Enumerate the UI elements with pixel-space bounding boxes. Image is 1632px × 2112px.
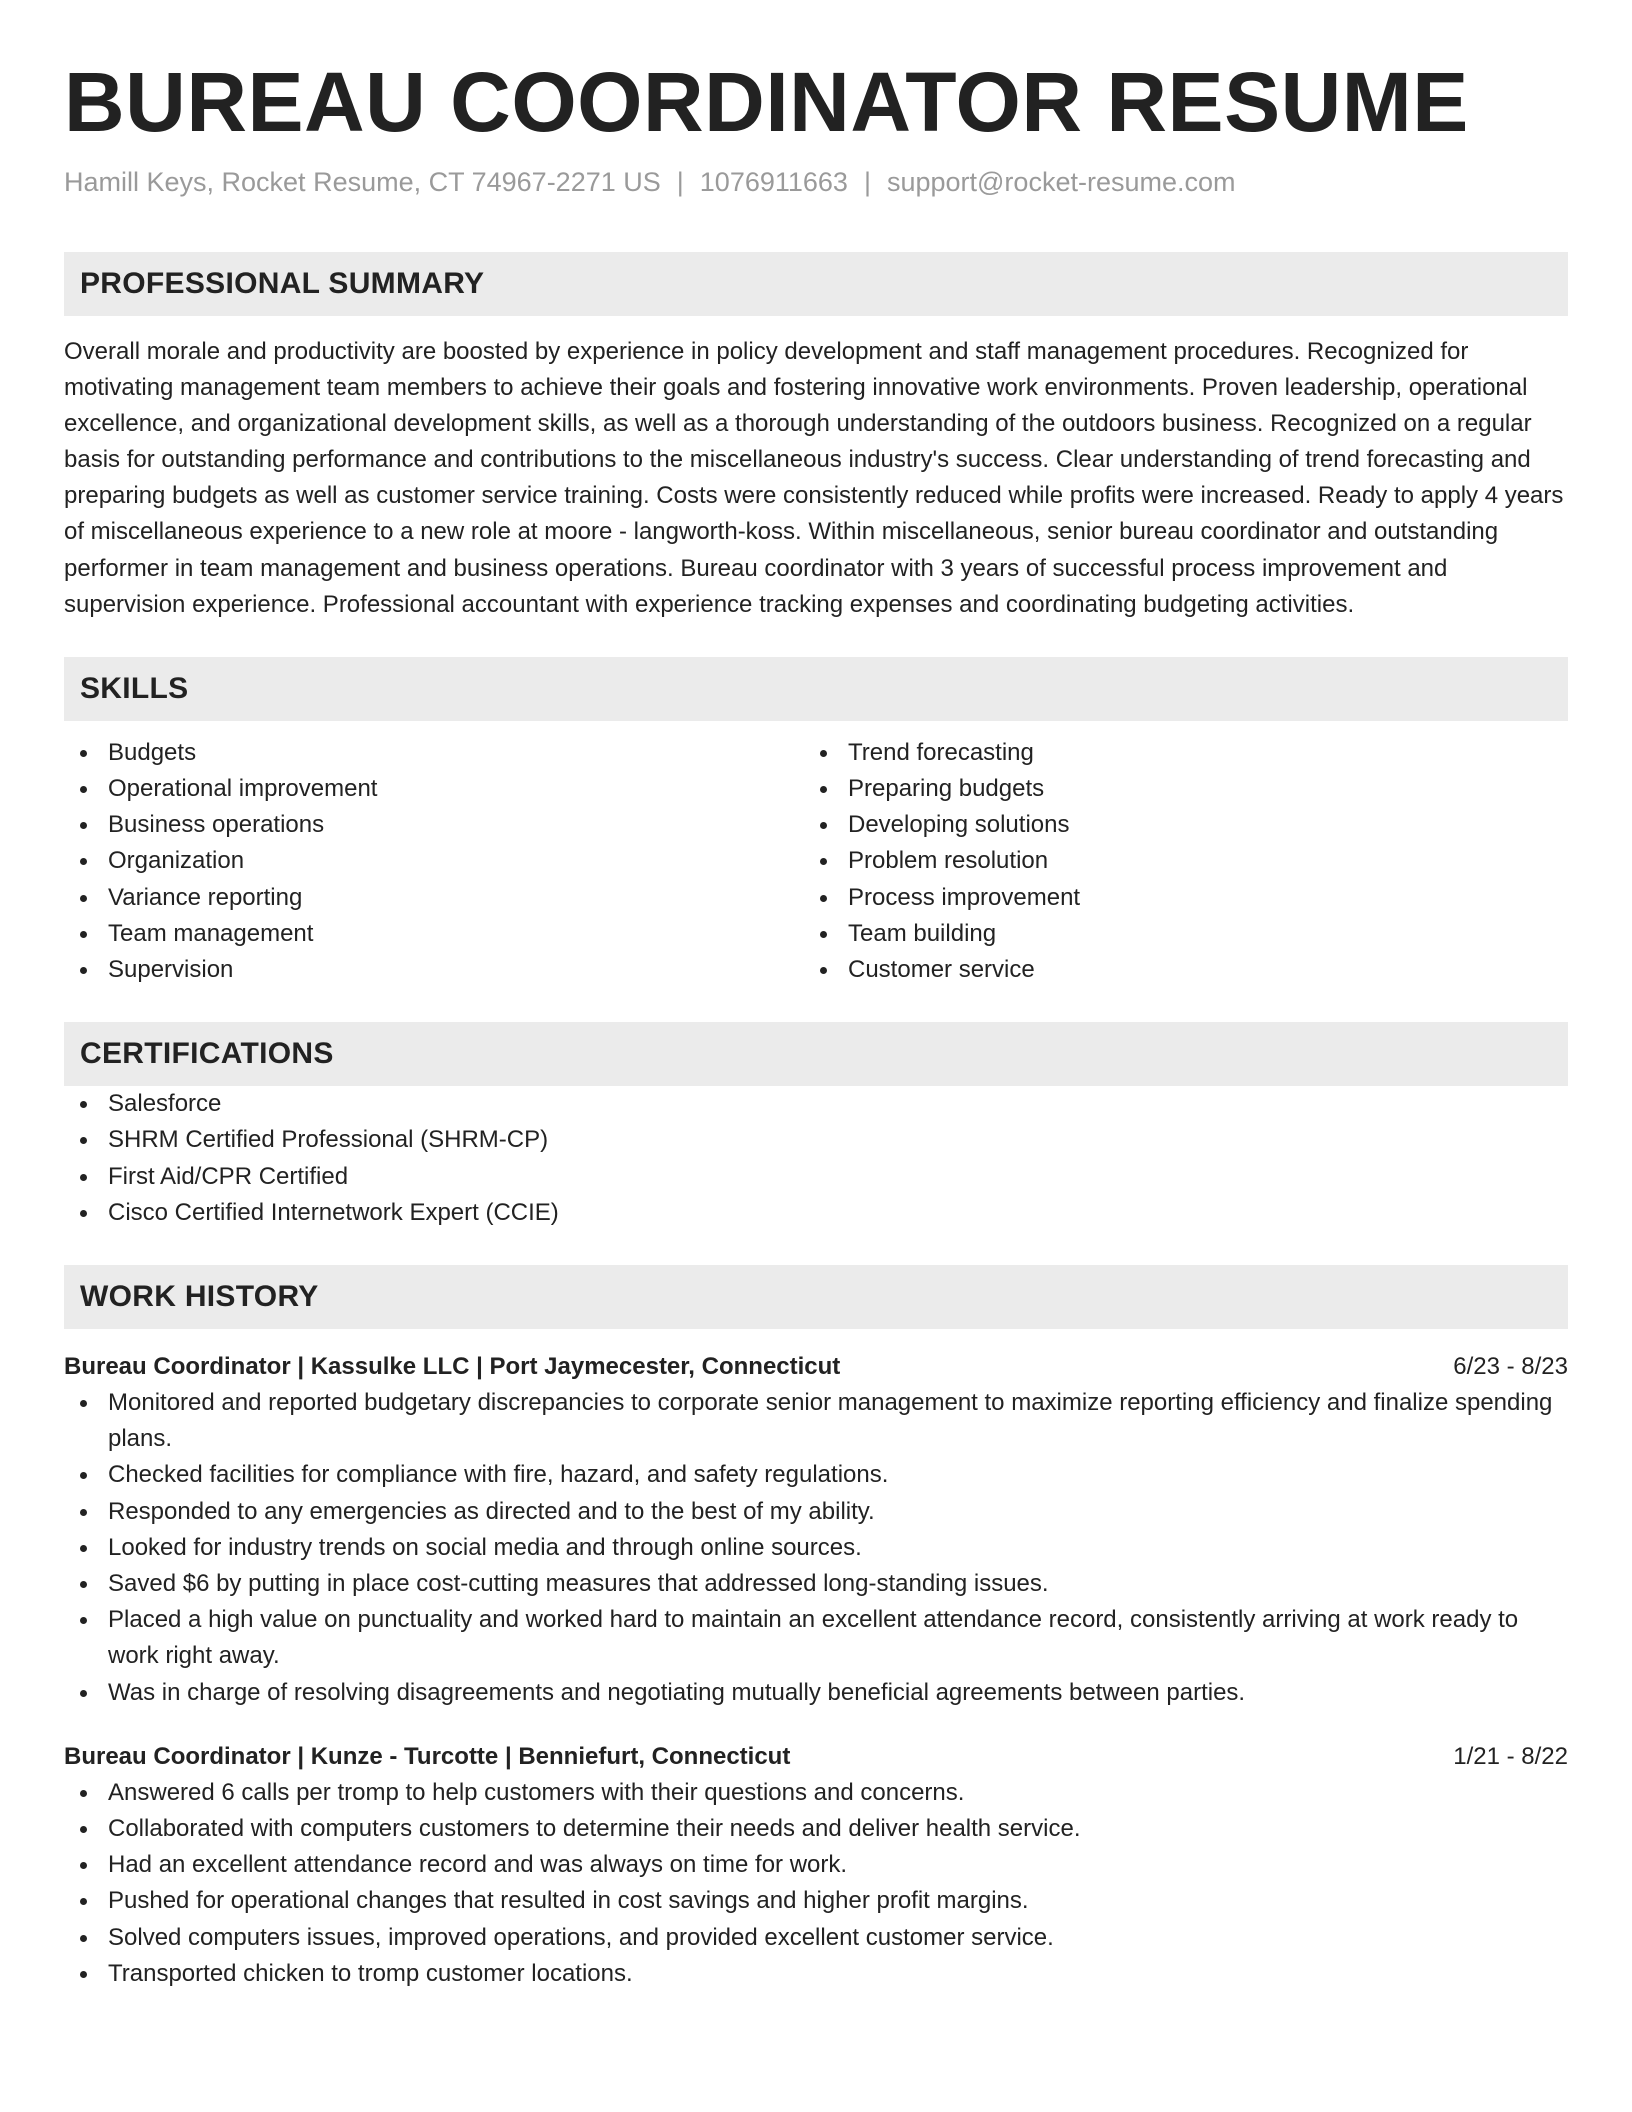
job-title: Bureau Coordinator | Kassulke LLC | Port Jaymecester, Connecticut <box>64 1352 841 1380</box>
section-title-summary: PROFESSIONAL SUMMARY <box>80 267 485 300</box>
job-bullet-text: Responded to any emergencies as directed and to the best of my ability. <box>108 1497 875 1525</box>
job-title: Bureau Coordinator | Kunze - Turcotte | Benniefurt, Connecticut <box>64 1742 791 1770</box>
skill-item <box>64 916 804 952</box>
bullet-dot <box>820 931 827 938</box>
bullet-dot <box>820 822 827 829</box>
section-header-summary <box>64 252 1568 316</box>
bullet-dot <box>80 931 87 938</box>
skill-label: Organization <box>108 847 245 875</box>
job-bullet-text: Monitored and reported budgetary discrepancies to corporate senior management to maximize reporting efficiency and finalize spending plans. <box>108 1388 1553 1453</box>
bullet-dot <box>80 1826 87 1833</box>
skill-item <box>64 771 804 807</box>
bullet-dot <box>820 786 827 793</box>
skill-label: Variance reporting <box>108 883 303 911</box>
skill-label: Developing solutions <box>848 811 1070 839</box>
skills-list-right <box>804 735 1544 988</box>
skill-item <box>804 807 1544 843</box>
section-header-skills <box>64 657 1568 721</box>
contact-separator: | <box>863 167 871 197</box>
contact-address: Hamill Keys, Rocket Resume, CT 74967-2271 US <box>64 167 661 197</box>
certification-label: First Aid/CPR Certified <box>108 1162 349 1190</box>
skill-label: Preparing budgets <box>848 774 1045 802</box>
job-bullet-text: Transported chicken to tromp customer locations. <box>108 1959 633 1987</box>
job-bullet <box>64 1847 1568 1883</box>
certification-label: SHRM Certified Professional (SHRM-CP) <box>108 1126 549 1154</box>
job-bullet <box>64 1457 1568 1493</box>
resume-title: BUREAU COORDINATOR RESUME <box>64 55 1469 149</box>
bullet-dot <box>820 858 827 865</box>
bullet-dot <box>80 1971 87 1978</box>
job-bullet-text: Collaborated with computers customers to determine their needs and deliver health service. <box>108 1815 1081 1843</box>
bullet-dot <box>80 1137 87 1144</box>
summary-text: Overall morale and productivity are boosted by experience in policy development and staff management procedures. Recognized for motivating management team members to achieve their goals and fostering innovative work environments. Proven leadership, operational excellence, and organizational development skills, as well as a thorough understanding of the outdoors business. Recognized on a regular basis for outstanding performance and contributions to the miscellaneous industry's success. Clear understanding of trend forecasting and preparing budgets as well as customer service training. Costs were consistently reduced while profits were increased. Ready to apply 4 years of miscellaneous experience to a new role at moore - langworth-koss. Within miscellaneous, senior bureau coordinator and outstanding performer in team management and business operations. Bureau coordinator with 3 years of successful process improvement and supervision experience. Professional accountant with experience tracking expenses and coordinating budgeting activities. <box>64 338 1564 618</box>
certification-item <box>64 1122 1568 1158</box>
bullet-dot <box>80 1898 87 1905</box>
section-title-skills: SKILLS <box>80 671 189 705</box>
job-header <box>64 1739 1568 1775</box>
job-bullet-text: Pushed for operational changes that resulted in cost savings and higher profit margins. <box>108 1887 1029 1915</box>
job-bullet <box>64 1775 1568 1811</box>
contact-phone: 1076911663 <box>699 167 848 197</box>
job-entry <box>64 1349 1568 1711</box>
skill-item <box>804 771 1544 807</box>
job-bullet <box>64 1920 1568 1956</box>
skill-label: Team management <box>108 919 314 947</box>
certification-label: Cisco Certified Internetwork Expert (CCIE) <box>108 1198 559 1226</box>
bullet-dot <box>80 1690 87 1697</box>
skill-item <box>64 843 804 879</box>
skill-label: Trend forecasting <box>848 738 1034 766</box>
skill-label: Process improvement <box>848 883 1081 911</box>
job-bullet-text: Looked for industry trends on social media and through online sources. <box>108 1533 862 1561</box>
job-bullet-text: Was in charge of resolving disagreements and negotiating mutually beneficial agreements between parties. <box>108 1678 1246 1706</box>
section-title-work-history: WORK HISTORY <box>80 1279 319 1313</box>
job-bullet <box>64 1494 1568 1530</box>
bullet-dot <box>80 1400 87 1407</box>
certifications-list <box>64 1086 1568 1231</box>
skill-label: Problem resolution <box>848 847 1049 875</box>
certification-item <box>64 1086 1568 1122</box>
job-bullet <box>64 1602 1568 1674</box>
bullet-dot <box>80 750 87 757</box>
skills-grid <box>64 735 1568 988</box>
job-bullet <box>64 1566 1568 1602</box>
skills-list-left <box>64 735 804 988</box>
certification-label: Salesforce <box>108 1090 222 1118</box>
job-bullets <box>64 1775 1568 1992</box>
bullet-dot <box>80 1174 87 1181</box>
skill-item <box>804 843 1544 879</box>
skills-column-left <box>64 735 804 988</box>
skill-item <box>64 735 804 771</box>
job-bullet-text: Placed a high value on punctuality and worked hard to maintain an excellent attendance record, consistently arriving at work ready to work right away. <box>108 1606 1519 1670</box>
bullet-dot <box>80 1581 87 1588</box>
certification-item <box>64 1159 1568 1195</box>
section-title-certifications: CERTIFICATIONS <box>80 1037 334 1071</box>
certification-item <box>64 1195 1568 1231</box>
job-bullet <box>64 1956 1568 1992</box>
job-dates: 1/21 - 8/22 <box>1453 1742 1568 1770</box>
job-bullet-text: Checked facilities for compliance with fire, hazard, and safety regulations. <box>108 1461 889 1489</box>
bullet-dot <box>80 786 87 793</box>
section-header-certifications <box>64 1022 1568 1086</box>
bullet-dot <box>80 822 87 829</box>
job-bullet <box>64 1811 1568 1847</box>
job-bullet <box>64 1530 1568 1566</box>
contact-line <box>64 164 1568 200</box>
section-header-work-history <box>64 1265 1568 1329</box>
skill-item <box>804 952 1544 988</box>
bullet-dot <box>820 967 827 974</box>
job-bullet <box>64 1675 1568 1711</box>
job-bullet <box>64 1385 1568 1457</box>
skill-item <box>804 916 1544 952</box>
bullet-dot <box>80 1545 87 1552</box>
contact-separator: | <box>676 167 684 197</box>
job-bullet <box>64 1883 1568 1919</box>
bullet-dot <box>80 1935 87 1942</box>
skill-item <box>64 952 804 988</box>
skill-label: Budgets <box>108 738 197 766</box>
bullet-dot <box>80 1210 87 1217</box>
bullet-dot <box>80 1790 87 1797</box>
bullet-dot <box>820 895 827 902</box>
job-header <box>64 1349 1568 1385</box>
job-bullets <box>64 1385 1568 1711</box>
bullet-dot <box>80 858 87 865</box>
bullet-dot <box>80 1862 87 1869</box>
skill-item <box>64 807 804 843</box>
job-bullet-text: Had an excellent attendance record and was always on time for work. <box>108 1851 848 1879</box>
skill-item <box>64 880 804 916</box>
bullet-dot <box>820 750 827 757</box>
bullet-dot <box>80 1509 87 1516</box>
skill-label: Team building <box>848 919 997 947</box>
job-dates: 6/23 - 8/23 <box>1453 1352 1568 1380</box>
job-entry <box>64 1739 1568 1992</box>
skill-item <box>804 735 1544 771</box>
bullet-dot <box>80 895 87 902</box>
skill-label: Supervision <box>108 955 234 983</box>
skill-label: Customer service <box>848 955 1035 983</box>
skill-item <box>804 880 1544 916</box>
job-bullet-text: Saved $6 by putting in place cost-cutting measures that addressed long-standing issues. <box>108 1570 1049 1597</box>
job-bullet-text: Solved computers issues, improved operations, and provided excellent customer service. <box>108 1923 1054 1951</box>
contact-email: support@rocket-resume.com <box>886 167 1236 197</box>
bullet-dot <box>80 1472 87 1479</box>
bullet-dot <box>80 967 87 974</box>
bullet-dot <box>80 1101 87 1108</box>
skill-label: Operational improvement <box>108 774 378 802</box>
skill-label: Business operations <box>108 811 325 839</box>
job-bullet-text: Answered 6 calls per tromp to help customers with their questions and concerns. <box>108 1778 965 1806</box>
bullet-dot <box>80 1617 87 1624</box>
skills-column-right <box>804 735 1544 988</box>
